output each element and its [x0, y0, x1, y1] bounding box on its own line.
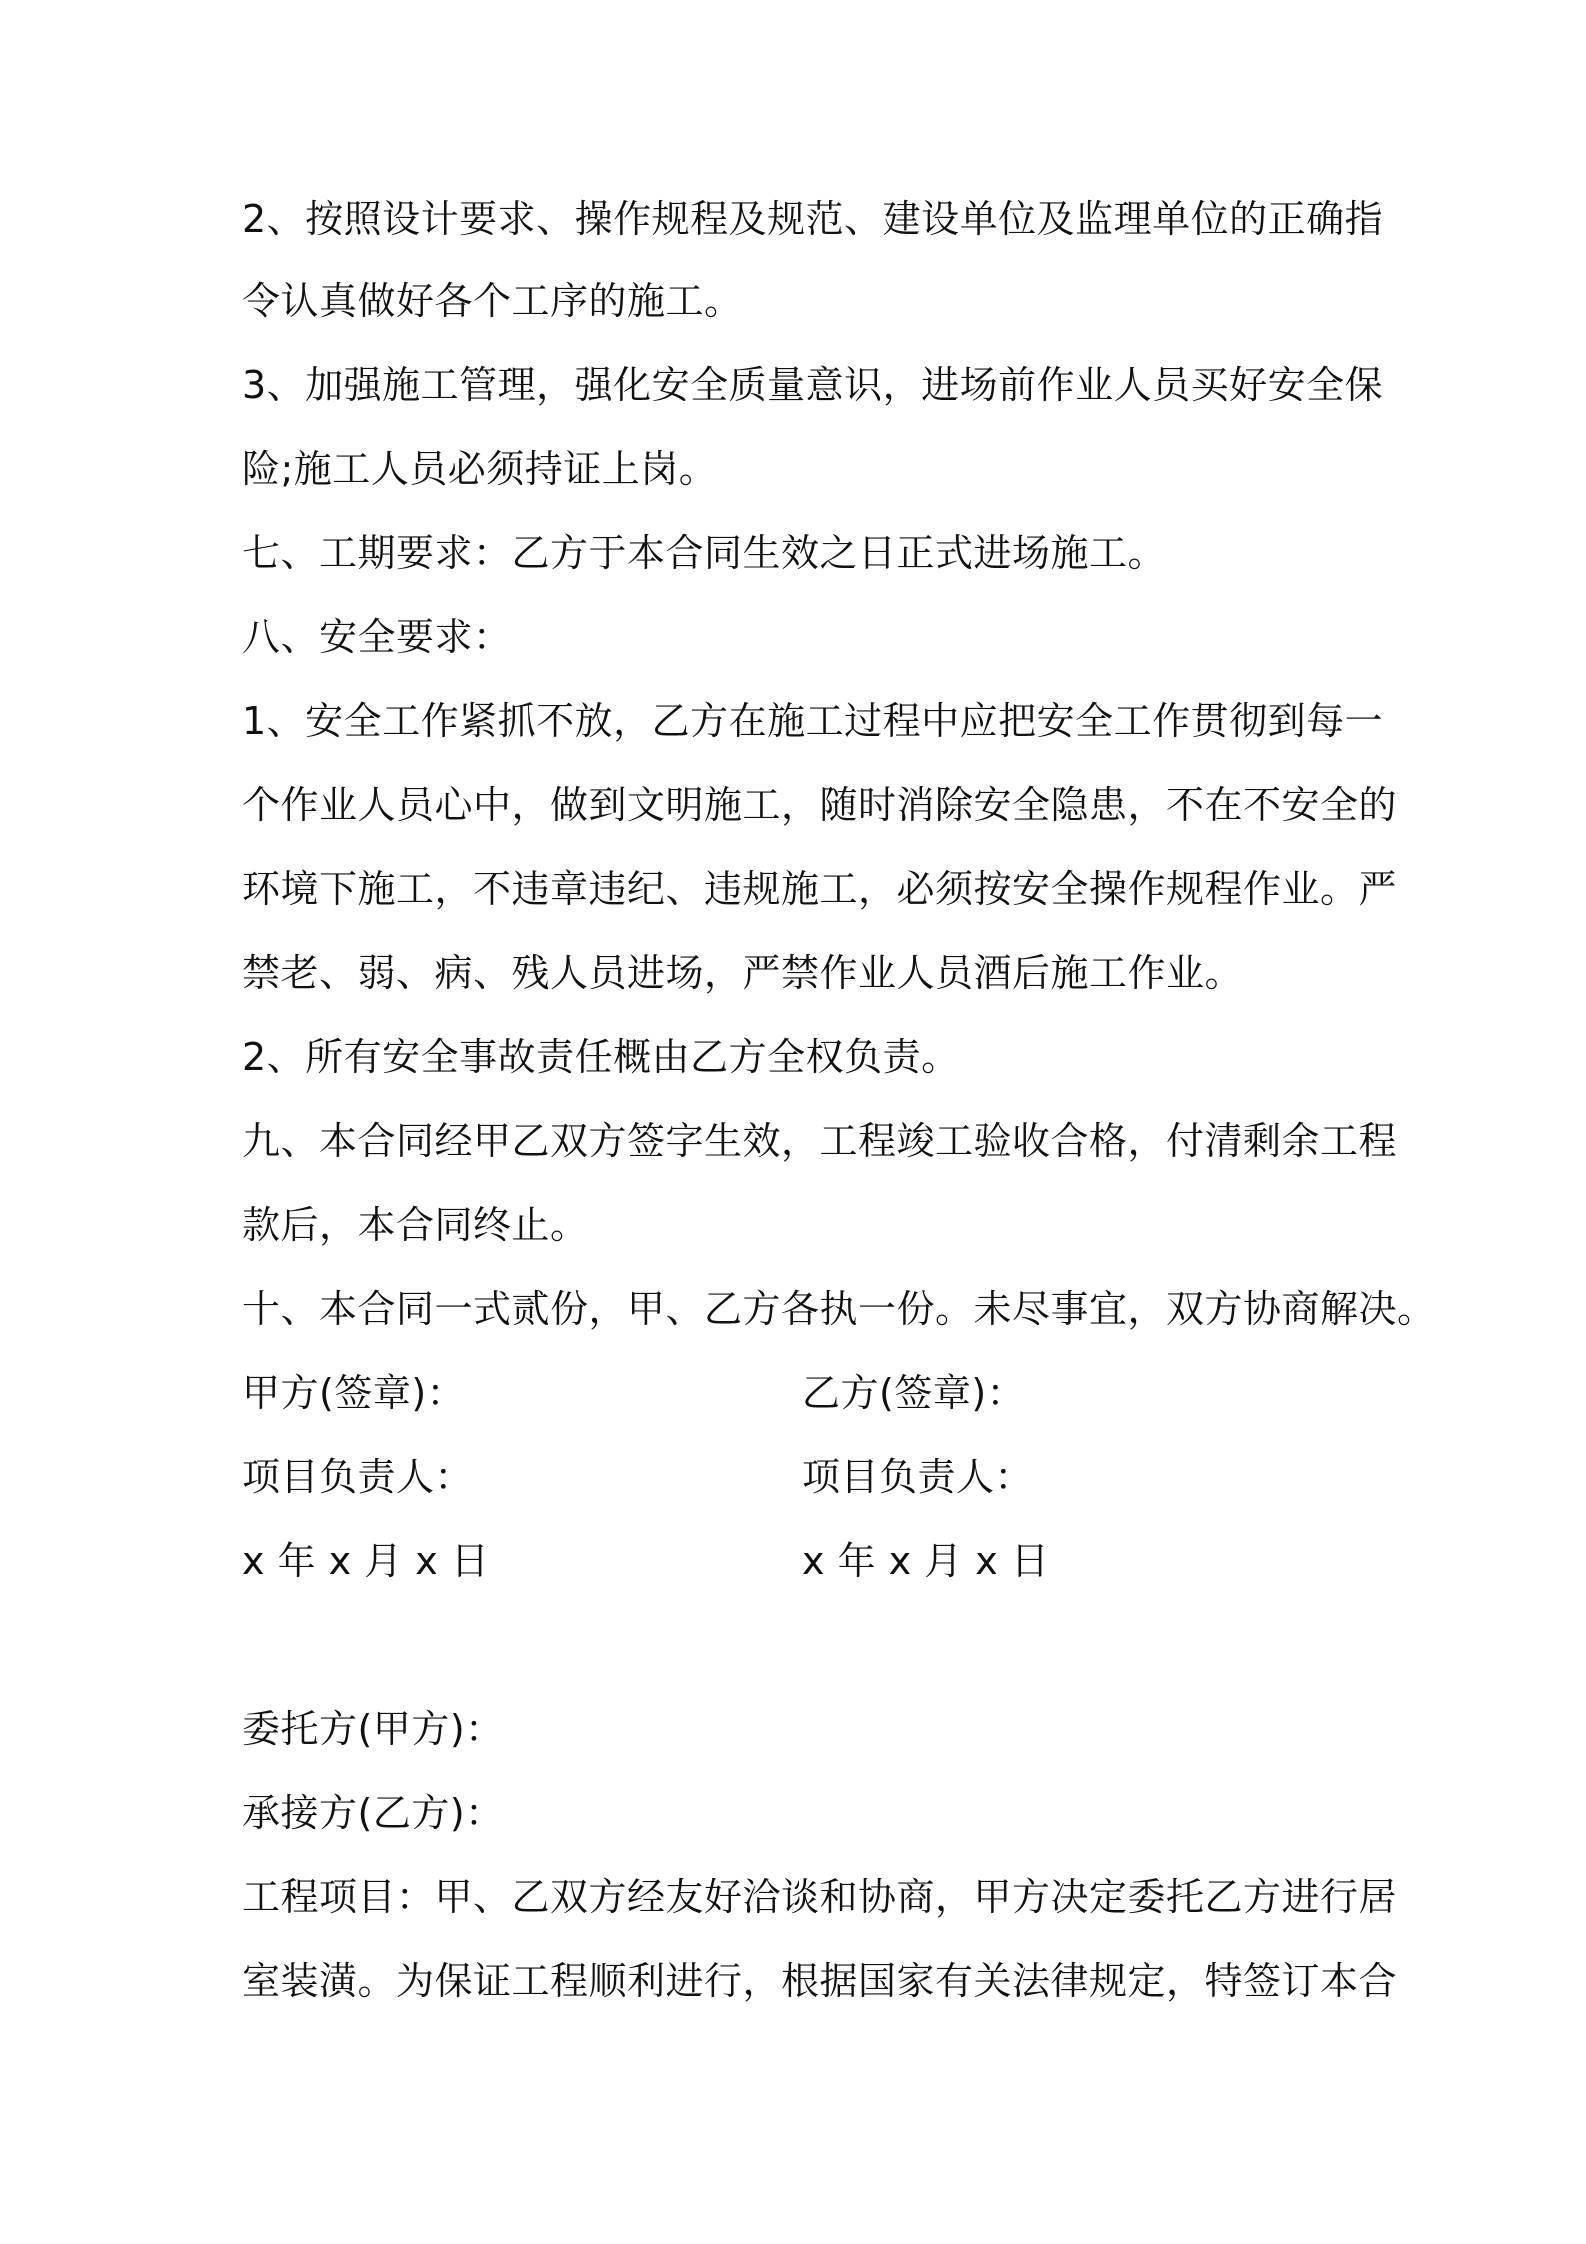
party-b-manager: 项目负责人：: [802, 1455, 1034, 1499]
item-3-line-1: 3、加强施工管理，强化安全质量意识，进场前作业人员买好安全保: [242, 363, 1384, 407]
safety-1-line-3: 环境下施工，不违章违纪、违规施工，必须按安全操作规程作业。严: [242, 867, 1398, 911]
section-8-heading: 八、安全要求：: [242, 615, 512, 659]
project-line-1: 工程项目：甲、乙双方经友好洽谈和协商，甲方决定委托乙方进行居: [242, 1875, 1398, 1919]
party-a-manager: 项目负责人：: [242, 1455, 474, 1499]
safety-1-line-4: 禁老、弱、病、残人员进场，严禁作业人员酒后施工作业。: [242, 951, 1244, 995]
section-9-line-2: 款后，本合同终止。: [242, 1203, 589, 1247]
safety-1-line-2: 个作业人员心中，做到文明施工，随时消除安全隐患，不在不安全的: [242, 783, 1398, 827]
client-party: 委托方(甲方)：: [242, 1707, 504, 1751]
item-3-line-2: 险;施工人员必须持证上岗。: [242, 447, 718, 491]
safety-1-line-1: 1、安全工作紧抓不放，乙方在施工过程中应把安全工作贯彻到每一: [242, 699, 1384, 743]
party-a-date: x 年 x 月 x 日: [242, 1539, 490, 1583]
safety-2: 2、所有安全事故责任概由乙方全权负责。: [242, 1035, 960, 1079]
party-b-seal: 乙方(签章)：: [802, 1371, 1026, 1415]
section-7-schedule: 七、工期要求：乙方于本合同生效之日正式进场施工。: [242, 531, 1167, 575]
item-2-line-1: 2、按照设计要求、操作规程及规范、建设单位及监理单位的正确指: [242, 197, 1384, 241]
section-10: 十、本合同一式贰份，甲、乙方各执一份。未尽事宜，双方协商解决。: [242, 1287, 1436, 1331]
project-line-2: 室装潢。为保证工程顺利进行，根据国家有关法律规定，特签订本合: [242, 1959, 1398, 2003]
section-9-line-1: 九、本合同经甲乙双方签字生效，工程竣工验收合格，付清剩余工程: [242, 1119, 1398, 1163]
contractor-party: 承接方(乙方)：: [242, 1791, 504, 1835]
item-2-line-2: 令认真做好各个工序的施工。: [242, 279, 743, 323]
party-a-seal: 甲方(签章)：: [242, 1371, 466, 1415]
party-b-date: x 年 x 月 x 日: [802, 1539, 1050, 1583]
